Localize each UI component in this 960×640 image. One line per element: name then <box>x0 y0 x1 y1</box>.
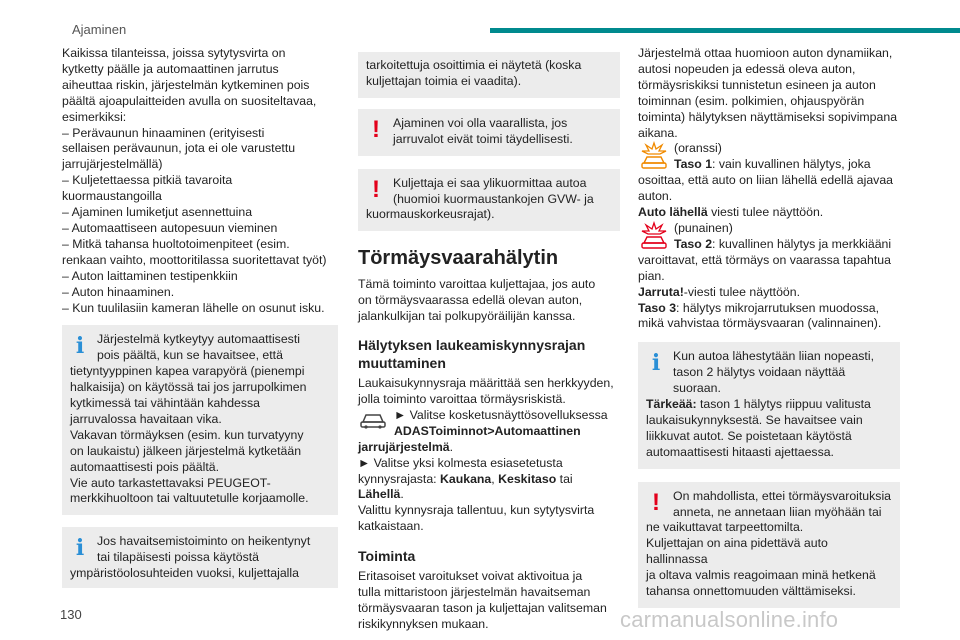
text-line: Laukaisukynnysraja määrittää sen herkkyyden, <box>358 376 614 391</box>
text-line <box>394 424 608 440</box>
menu-path: jarrujärjestelmä <box>358 439 450 454</box>
text-line: liikkuvat autot. Se poistetaan käytöstä <box>646 428 852 443</box>
page-number: 130 <box>60 607 82 622</box>
collision-alert-orange-icon <box>638 141 668 171</box>
text-line: jarrujärjestelmä. <box>358 439 454 454</box>
info-box <box>638 342 900 468</box>
text-line: kuormauskorkeusrajat). <box>366 207 495 222</box>
info-icon: i <box>75 333 85 360</box>
emphasis-label: Tärkeää: <box>646 397 697 412</box>
level-2-row <box>638 221 900 253</box>
list-item: – Automaattiseen autopesuun vieminen <box>62 220 278 235</box>
warning-icon: ! <box>372 115 380 143</box>
text-line: tai tilapäisesti poissa käytöstä <box>97 550 259 565</box>
text-span: -viesti tulee näyttöön. <box>683 284 800 299</box>
list-item: – Perävaunun hinaaminen (erityisesti <box>62 125 265 140</box>
text-line: katkaistaan. <box>358 519 424 534</box>
text-line <box>674 237 891 253</box>
text-line: jolla toiminto varoittaa törmäysriskistä. <box>358 391 566 406</box>
text-line <box>674 157 871 173</box>
text-line: tulla mittaristoon järjestelmän havaitseman <box>358 585 591 600</box>
text-line: jarrujärjestelmällä) <box>62 157 163 172</box>
text-line: (punainen) <box>674 220 733 235</box>
list-item: – Kun tuulilasiin kameran lähelle on osunut isku. <box>62 300 325 315</box>
list-item: – Mitkä tahansa huoltotoimenpiteet (esim. <box>62 236 290 251</box>
text-line: ja oltava valmis reagoimaan minä hetkenä <box>646 568 876 583</box>
text-line: Kaikissa tilanteissa, joissa sytytysvirta on <box>62 46 286 60</box>
text-line: tahansa onnettomuuden välttämiseksi. <box>646 584 856 599</box>
text-line: on törmäysvaarassa edellä olevan auton, <box>358 293 583 308</box>
text-line: auton. <box>638 189 673 204</box>
text-line: riskikynnyksen mukaan. <box>358 616 489 631</box>
text-line: mikä vahvistaa törmäysvaaran (valinnainen). <box>638 316 882 331</box>
text-line: tarkoitettuja osoittimia ei näytetä (koska <box>366 58 582 72</box>
list-item: – Kuljetettaessa pitkiä tavaroita <box>62 173 233 188</box>
text-line: Järjestelmä ottaa huomioon auton dynamiikan, <box>638 46 893 60</box>
section-heading: Törmäysvaarahälytin <box>358 247 559 270</box>
text-line: (huomioi kuormaustankojen GVW- ja <box>393 191 594 206</box>
text-line: renkaan vaihto, moottoritilassa suoritettavat työt) <box>62 252 327 267</box>
text-line <box>638 205 900 221</box>
text-line <box>646 397 892 413</box>
option-label: Keskitaso <box>498 471 557 486</box>
text-line: laukaisukynnyksestä. Se havaitsee vain <box>646 412 863 427</box>
car-adas-icon <box>358 408 388 432</box>
text-line: halkaisija) on käytössä tai jos jarrupolkimen <box>70 380 307 395</box>
option-label: Lähellä <box>358 487 401 502</box>
section-title: Ajaminen <box>72 22 127 37</box>
text-line: toiminnan (esim. polkimien, ohjauspyörän <box>638 93 865 108</box>
text-line <box>638 285 900 301</box>
text-line: (oranssi) <box>674 141 722 156</box>
text-line: Valittu kynnysraja tallentuu, kun sytytysvirta <box>358 503 595 518</box>
level-label: Taso 2 <box>674 236 713 251</box>
text-line: aikana. <box>638 125 678 140</box>
info-box-continued <box>358 52 620 98</box>
text-line: Kuljettajan on aina pidettävä auto hallinnassa <box>646 536 828 567</box>
text-line: Kun autoa lähestytään liian nopeasti, <box>673 349 874 364</box>
text-line: törmäysvaaran tason ja kuljettajan valitseman <box>358 600 607 615</box>
text-line: toiminta) hälytyksen näyttämiseksi sopivimpana <box>638 109 898 124</box>
text-line: kynnysrajasta: Kaukana, Keskitaso tai Lähellä. <box>358 471 573 502</box>
warning-icon: ! <box>372 175 380 203</box>
level-label: Taso 3 <box>638 300 677 315</box>
text-line: Jos havaitsemistoiminto on heikentynyt <box>97 534 311 549</box>
text-span: : vain kuvallinen hälytys, joka <box>712 157 871 172</box>
text-line: tietyntyyppinen kapea varapyörä (pienempi <box>70 364 305 379</box>
watermark: carmanualsonline.info <box>620 607 839 632</box>
text-line: Vakavan törmäyksen (esim. kun turvatyyny <box>70 427 304 442</box>
text-span: : kuvallinen hälytys ja merkkiääni <box>712 236 892 251</box>
info-box <box>62 325 338 515</box>
message-label: Jarruta! <box>638 284 684 299</box>
collision-alert-red-icon <box>638 221 668 251</box>
warning-box <box>358 169 620 232</box>
text-line: kytketty päälle ja automaattinen jarrutus <box>62 61 279 76</box>
text-line: Eritasoiset varoitukset voivat aktivoitua ja <box>358 569 583 584</box>
text-line: jarruvalot eivät toimi täydellisesti. <box>393 131 573 146</box>
text-line: pian. <box>638 268 665 283</box>
text-line: Järjestelmä kytkeytyy automaattisesti <box>97 332 300 347</box>
text-line: tason 2 hälytys voidaan näyttää suoraan. <box>673 365 846 396</box>
menu-path: ADASToiminnot>Automaattinen <box>394 423 581 438</box>
text-line: osoittaa, että auto on liian lähellä edellä ajavaa <box>638 173 894 188</box>
text-line: päältä ajoapulaitteiden avulla on suositeltavaa, <box>62 93 317 108</box>
text-line: ne vaikuttavat tarpeettomilta. <box>646 520 804 535</box>
text-line: ► Valitse kosketusnäyttösovelluksessa <box>394 407 608 422</box>
text-line <box>638 301 900 317</box>
text-span: : hälytys mikrojarrutuksen muodossa, <box>676 300 880 315</box>
info-icon: i <box>75 535 85 562</box>
level-label: Taso 1 <box>674 157 713 172</box>
text-line: anneta, ne annetaan liian myöhään tai <box>673 504 882 519</box>
text-line: varoittavat, että törmäys on vaarassa tapahtua <box>638 252 891 267</box>
text-line: pois päältä, kun se havaitsee, että <box>97 348 283 363</box>
column-2 <box>358 52 620 633</box>
column-1 <box>62 46 338 599</box>
text-line: Tämä toiminto varoittaa kuljettajaa, jos auto <box>358 277 596 292</box>
text-span: tai <box>556 471 573 486</box>
text-line: ympäristöolosuhteiden vuoksi, kuljettajalla <box>70 566 299 581</box>
text-line: sellaisen perävaunun, jota ei ole varustettu <box>62 141 296 156</box>
text-line: ► Valitse yksi kolmesta esiasetetusta <box>358 455 563 470</box>
text-span: viesti tulee näyttöön. <box>707 205 824 220</box>
text-line: jarruvalossa havaitaan vika. <box>70 411 222 426</box>
text-line: autosi nopeuden ja edessä oleva auton, <box>638 61 856 76</box>
text-line: törmäysriskiksi tunnistetun esineen ja auton <box>638 77 876 92</box>
subsection-heading: Toiminta <box>358 548 416 565</box>
list-item: – Auton laittaminen testipenkkiin <box>62 268 238 283</box>
warning-icon: ! <box>652 488 660 516</box>
text-line: jalankulkijan tai polkupyöräilijän kanssa. <box>358 309 576 324</box>
text-line: kuormaustangoilla <box>62 189 162 204</box>
text-line: Ajaminen voi olla vaarallista, jos <box>393 115 568 130</box>
text-line: Vie auto tarkastettavaksi PEUGEOT- <box>70 475 271 490</box>
text-line: kytkimessä tai vähintään kahdessa <box>70 396 261 411</box>
option-label: Kaukana <box>440 471 492 486</box>
text-line: esimerkiksi: <box>62 109 127 124</box>
text-span: tason 1 hälytys riippuu valitusta <box>696 397 871 412</box>
text-line: on laukaistu) jälkeen järjestelmä kytketään <box>70 443 302 458</box>
text-line: automaattisesti hitaasti ajettaessa. <box>646 444 834 459</box>
intro-text <box>62 46 338 316</box>
warning-box <box>638 482 900 608</box>
text-line: Kuljettaja ei saa ylikuormittaa autoa <box>393 175 587 190</box>
text-line: automaattisesti pois päältä. <box>70 459 220 474</box>
info-icon: i <box>651 350 661 377</box>
warning-box <box>358 109 620 156</box>
subsection-heading: Hälytyksen laukeamiskynnysrajan muuttaminen <box>358 337 586 372</box>
text-span: kynnysrajasta: <box>358 471 441 486</box>
text-line: merkkihuoltoon tai valtuutetulle korjaamolle. <box>70 491 309 506</box>
text-line: aiheuttaa riskin, järjestelmän kytkeminen pois <box>62 77 310 92</box>
list-item: – Auton hinaaminen. <box>62 284 175 299</box>
list-item: – Ajaminen lumiketjut asennettuina <box>62 205 253 220</box>
info-box <box>62 527 338 588</box>
step-row <box>358 408 620 440</box>
level-1-row <box>638 141 900 173</box>
text-line: kuljettajan toimia ei vaadita). <box>366 73 522 88</box>
message-label: Auto lähellä <box>638 205 708 220</box>
column-3 <box>638 46 900 619</box>
header-bar <box>490 28 960 33</box>
text-line: On mahdollista, ettei törmäysvaroituksia <box>673 488 892 503</box>
